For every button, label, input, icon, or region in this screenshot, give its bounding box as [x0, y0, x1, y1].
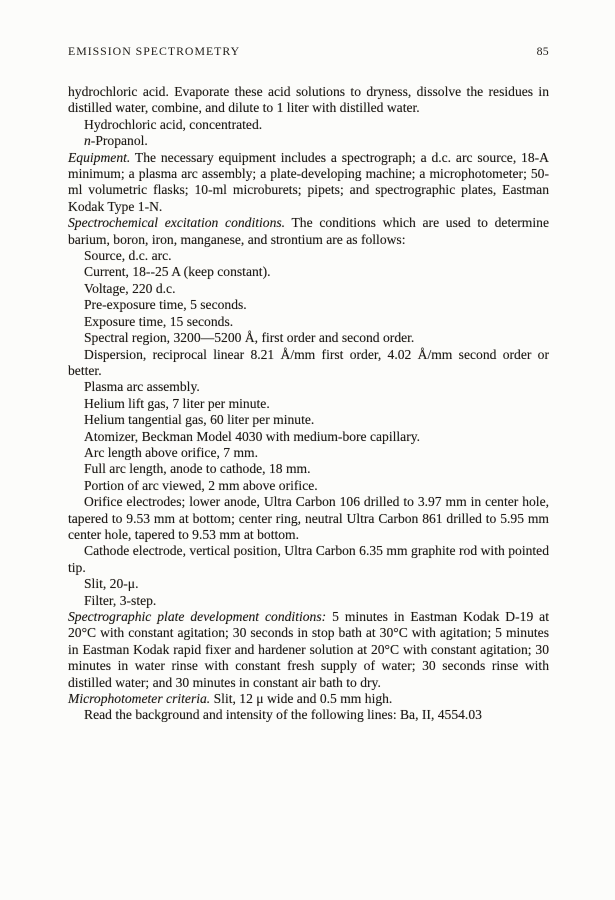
paragraph-read-lines: Read the background and intensity of the following lines: Ba, II, 4554.03 [84, 707, 482, 723]
section-plate-development [68, 609, 549, 691]
page-number: 85 [536, 44, 549, 58]
condition-item: Helium lift gas, 7 liter per minute. [84, 395, 270, 411]
section-heading-excitation: Spectrochemical excitation conditions. [68, 215, 286, 231]
condition-item: Helium tangential gas, 60 liter per minute. [84, 412, 315, 428]
section-text-microphotometer: Slit, 12 μ wide and 0.5 mm high. [210, 691, 393, 707]
condition-item: Dispersion, reciprocal linear 8.21 Å/mm first order, 4.02 Å/mm second order or better. [68, 346, 549, 378]
condition-item: Slit, 20-μ. [84, 576, 139, 592]
section-excitation-conditions [68, 215, 549, 248]
condition-item: Arc length above orifice, 7 mm. [84, 444, 259, 460]
section-microphotometer [68, 691, 549, 707]
section-heading-microphotometer: Microphotometer criteria. [68, 691, 211, 707]
page-body [68, 84, 549, 724]
section-text-plate-development: 5 minutes in Eastman Kodak D-19 at 20°C with constant agitation; 30 seconds in stop bath at 30°C with agitation; 5 minutes in Eastman Kodak rapid fixer and hardener solution at 20°C with constant agitation; 30 minutes in water rinse with constant fresh supply of water; 30 seconds rinse with distilled water; and 30 minutes in constant air bath to dry. [68, 609, 549, 690]
paragraph-continuation: hydrochloric acid. Evaporate these acid solutions to dryness, dissolve the residues in distilled water, combine, and dilute to 1 liter with distilled water. [68, 84, 549, 116]
running-header [68, 44, 549, 58]
condition-item: Portion of arc viewed, 2 mm above orifice. [84, 477, 318, 493]
section-text-excitation: The conditions which are used to determine barium, boron, iron, manganese, and strontium are as follows: [68, 215, 549, 247]
running-title: EMISSION SPECTROMETRY [68, 44, 241, 58]
condition-item: Current, 18--25 A (keep constant). [84, 264, 271, 280]
condition-item: Plasma arc assembly. [84, 379, 200, 395]
condition-item: Full arc length, anode to cathode, 18 mm. [84, 461, 311, 477]
italic-compound-prefix: n [84, 133, 91, 149]
section-heading-equipment: Equipment. [68, 149, 131, 165]
condition-item: Pre-exposure time, 5 seconds. [84, 297, 247, 313]
condition-item: Filter, 3-step. [84, 592, 157, 608]
reagent-text: -Propanol. [90, 133, 148, 149]
condition-item: Source, d.c. arc. [84, 248, 172, 264]
condition-item: Spectral region, 3200—5200 Å, first order and second order. [84, 330, 415, 346]
condition-item: Orifice electrodes; lower anode, Ultra Carbon 106 drilled to 3.97 mm in center hole, tapered to 9.53 mm at bottom; center ring, neutral Ultra Carbon 861 drilled to 5.95 mm center hole, tapered to 9.53 mm at bottom. [68, 494, 549, 542]
condition-item: Atomizer, Beckman Model 4030 with medium-bore capillary. [84, 428, 421, 444]
reagent-item [68, 133, 549, 149]
section-equipment [68, 150, 549, 216]
condition-item: Voltage, 220 d.c. [84, 280, 176, 296]
condition-item: Cathode electrode, vertical position, Ultra Carbon 6.35 mm graphite rod with pointed tip. [68, 543, 549, 575]
reagent-item: Hydrochloric acid, concentrated. [84, 116, 263, 132]
section-text-equipment: The necessary equipment includes a spectrograph; a d.c. arc source, 18-A minimum; a plasma arc assembly; a plate-developing machine; a microphotometer; 50-ml volumetric flasks; 10-ml microburets; pipets; and spectrographic plates, Eastman Kodak Type 1-N. [68, 149, 549, 214]
section-heading-plate-development: Spectrographic plate development conditions: [68, 609, 327, 624]
condition-item: Exposure time, 15 seconds. [84, 313, 234, 329]
